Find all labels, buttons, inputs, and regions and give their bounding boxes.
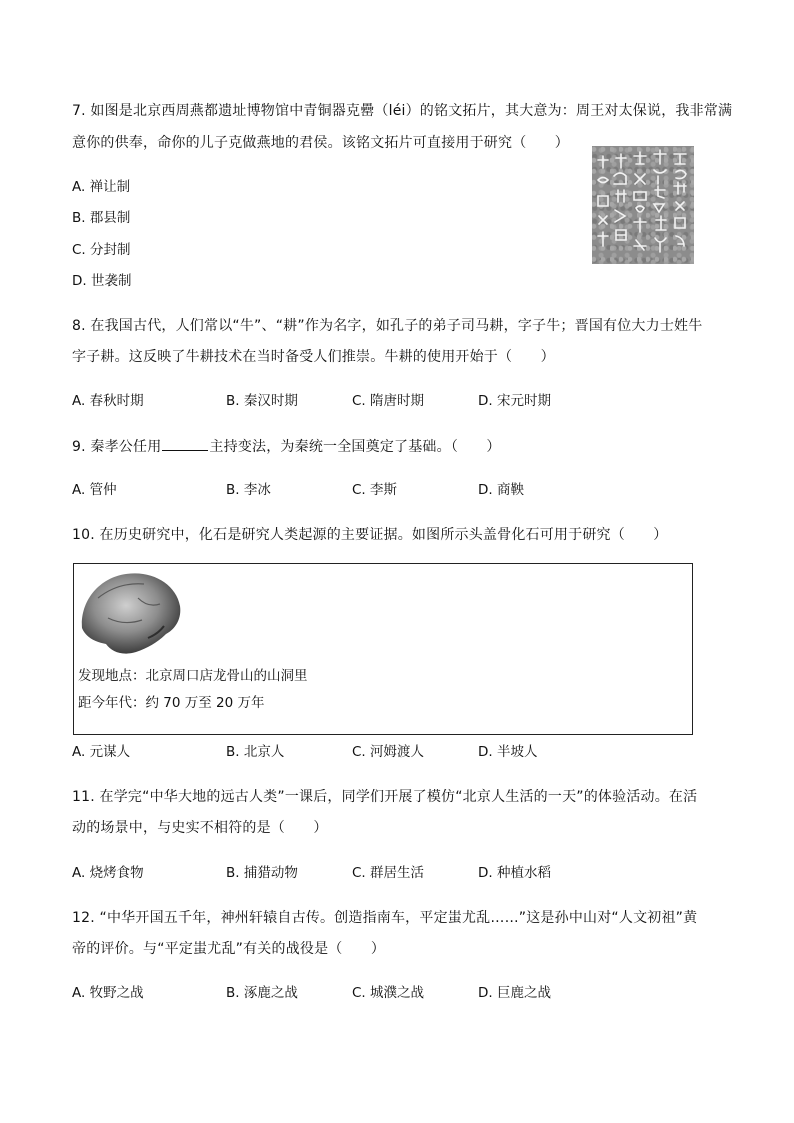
q9-option-a[interactable]: A. 管仲: [72, 482, 117, 498]
q8-stem-line1: 8. 在我国古代，人们常以“牛”、“耕”作为名字，如孔子的弟子司马耕，字子牛；晋国有位大力士姓牛: [72, 318, 703, 334]
q12-option-a[interactable]: A. 牧野之战: [72, 985, 144, 1001]
q10-option-b[interactable]: B. 北京人: [226, 744, 285, 760]
skull-fossil-image: [78, 568, 184, 656]
q7-option-b[interactable]: B. 郡县制: [72, 210, 131, 226]
q12-option-b[interactable]: B. 涿鹿之战: [226, 985, 298, 1001]
q8-option-c[interactable]: C. 隋唐时期: [352, 393, 425, 409]
q12-stem-line1: 12. “中华开国五千年，神州轩辕自古传。创造指南车，平定蚩尤乱……”这是孙中山对“人文初祖”黄: [72, 910, 698, 926]
q9-option-b[interactable]: B. 李冰: [226, 482, 271, 498]
figure-age: 距今年代：约 70 万至 20 万年: [78, 695, 265, 711]
q8-stem-line2: 字子耕。这反映了牛耕技术在当时备受人们推崇。牛耕的使用开始于（ ）: [72, 349, 555, 365]
q9-stem-suffix: 主持变法，为秦统一全国奠定了基础。（ ）: [209, 439, 501, 455]
q11-option-b[interactable]: B. 捕猎动物: [226, 865, 298, 881]
q7-option-d[interactable]: D. 世袭制: [72, 273, 132, 289]
q7-option-a[interactable]: A. 禅让制: [72, 179, 131, 195]
q10-stem: 10. 在历史研究中，化石是研究人类起源的主要证据。如图所示头盖骨化石可用于研究（ ）: [72, 527, 668, 543]
q10-option-d[interactable]: D. 半坡人: [478, 744, 538, 760]
q10-option-c[interactable]: C. 河姆渡人: [352, 744, 425, 760]
q7-stem-line2: 意你的供奉，命你的儿子克做燕地的君侯。该铭文拓片可直接用于研究（ ）: [72, 135, 569, 151]
bronze-inscription-rubbing-image: [592, 146, 694, 264]
q12-option-d[interactable]: D. 巨鹿之战: [478, 985, 551, 1001]
skull-fossil-figure: [73, 563, 693, 735]
q11-stem-line1: 11. 在学完“中华大地的远古人类”一课后，同学们开展了模仿“北京人生活的一天”的体验活动。在活: [72, 789, 698, 805]
q12-option-c[interactable]: C. 城濮之战: [352, 985, 425, 1001]
q9-option-d[interactable]: D. 商鞅: [478, 482, 524, 498]
q11-option-c[interactable]: C. 群居生活: [352, 865, 425, 881]
q9-fill-blank[interactable]: [162, 436, 208, 451]
q8-option-d[interactable]: D. 宋元时期: [478, 393, 551, 409]
figure-discovery-place: 发现地点：北京周口店龙骨山的山洞里: [78, 668, 308, 684]
q11-option-a[interactable]: A. 烧烤食物: [72, 865, 144, 881]
q8-option-b[interactable]: B. 秦汉时期: [226, 393, 298, 409]
q10-option-a[interactable]: A. 元谋人: [72, 744, 131, 760]
q12-stem-line2: 帝的评价。与“平定蚩尤乱”有关的战役是（ ）: [72, 941, 386, 957]
q7-option-c[interactable]: C. 分封制: [72, 242, 131, 258]
q11-option-d[interactable]: D. 种植水稻: [478, 865, 551, 881]
q9-stem-prefix: 9. 秦孝公任用: [72, 439, 162, 455]
q9-stem: [72, 436, 501, 457]
q11-stem-line2: 动的场景中，与史实不相符的是（ ）: [72, 820, 328, 836]
q8-option-a[interactable]: A. 春秋时期: [72, 393, 144, 409]
q7-stem-line1: 7. 如图是北京西周燕都遗址博物馆中青铜器克罍（léi）的铭文拓片，其大意为：周王对太保说，我非常满: [72, 103, 733, 119]
q9-option-c[interactable]: C. 李斯: [352, 482, 398, 498]
